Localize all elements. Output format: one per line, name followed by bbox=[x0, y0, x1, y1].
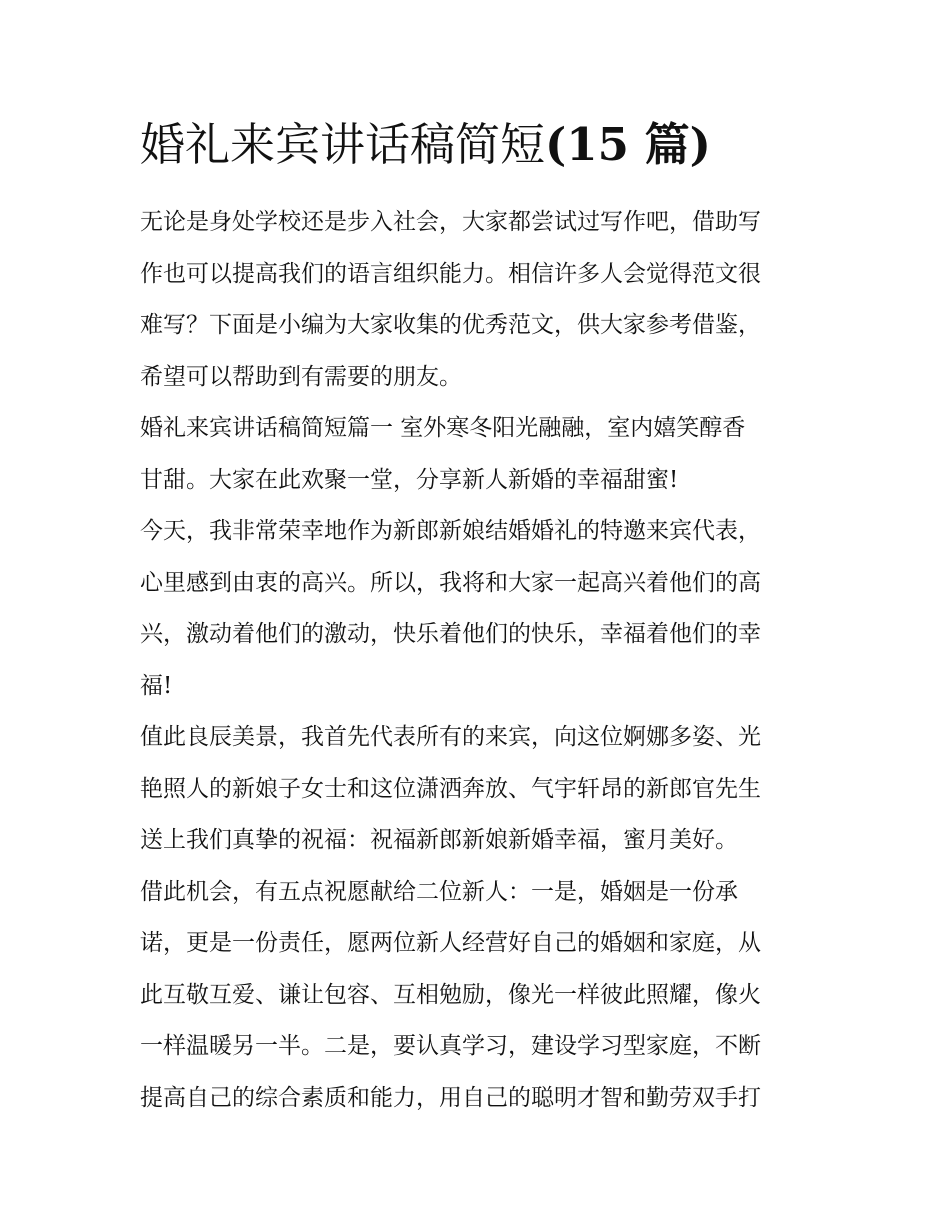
body-line: 福! bbox=[140, 672, 173, 699]
title-count-text: (15 篇) bbox=[545, 118, 711, 171]
body-line: 送上我们真挚的祝福：祝福新郎新娘新婚幸福，蜜月美好。 bbox=[140, 827, 738, 853]
document-title bbox=[140, 112, 711, 178]
body-line: 今天，我非常荣幸地作为新郎新娘结婚婚礼的特邀来宾代表， bbox=[140, 518, 761, 544]
document-body bbox=[140, 197, 820, 1124]
body-line: 值此良辰美景，我首先代表所有的来宾，向这位婀娜多姿、光 bbox=[140, 724, 761, 750]
body-line: 婚礼来宾讲话稿简短篇一 室外寒冬阳光融融，室内嬉笑醇香 bbox=[140, 415, 746, 441]
body-line: 心里感到由衷的高兴。所以，我将和大家一起高兴着他们的高 bbox=[140, 569, 761, 596]
body-line: 诺，更是一份责任，愿两位新人经营好自己的婚姻和家庭，从 bbox=[140, 930, 761, 956]
body-line: 一样温暖另一半。二是，要认真学习，建设学习型家庭，不断 bbox=[140, 1033, 761, 1059]
body-line: 艳照人的新娘子女士和这位潇洒奔放、气宇轩昂的新郎官先生 bbox=[140, 775, 761, 802]
body-line: 借此机会，有五点祝愿献给二位新人：一是，婚姻是一份承 bbox=[140, 878, 738, 905]
body-line: 作也可以提高我们的语言组织能力。相信许多人会觉得范文很 bbox=[140, 260, 761, 287]
body-line: 提高自己的综合素质和能力，用自己的聪明才智和勤劳双手打 bbox=[140, 1084, 761, 1111]
body-line: 兴，激动着他们的激动，快乐着他们的快乐，幸福着他们的幸 bbox=[140, 621, 761, 647]
body-line: 难写？下面是小编为大家收集的优秀范文，供大家参考借鉴， bbox=[140, 312, 761, 338]
body-line: 此互敬互爱、谦让包容、互相勉励，像光一样彼此照耀，像火 bbox=[140, 981, 761, 1008]
body-line: 无论是身处学校还是步入社会，大家都尝试过写作吧，借助写 bbox=[140, 209, 761, 235]
title-main-text: 婚礼来宾讲话稿简短 bbox=[140, 118, 546, 171]
body-line: 希望可以帮助到有需要的朋友。 bbox=[140, 363, 462, 390]
body-line: 甘甜。大家在此欢聚一堂，分享新人新婚的幸福甜蜜! bbox=[140, 466, 679, 493]
